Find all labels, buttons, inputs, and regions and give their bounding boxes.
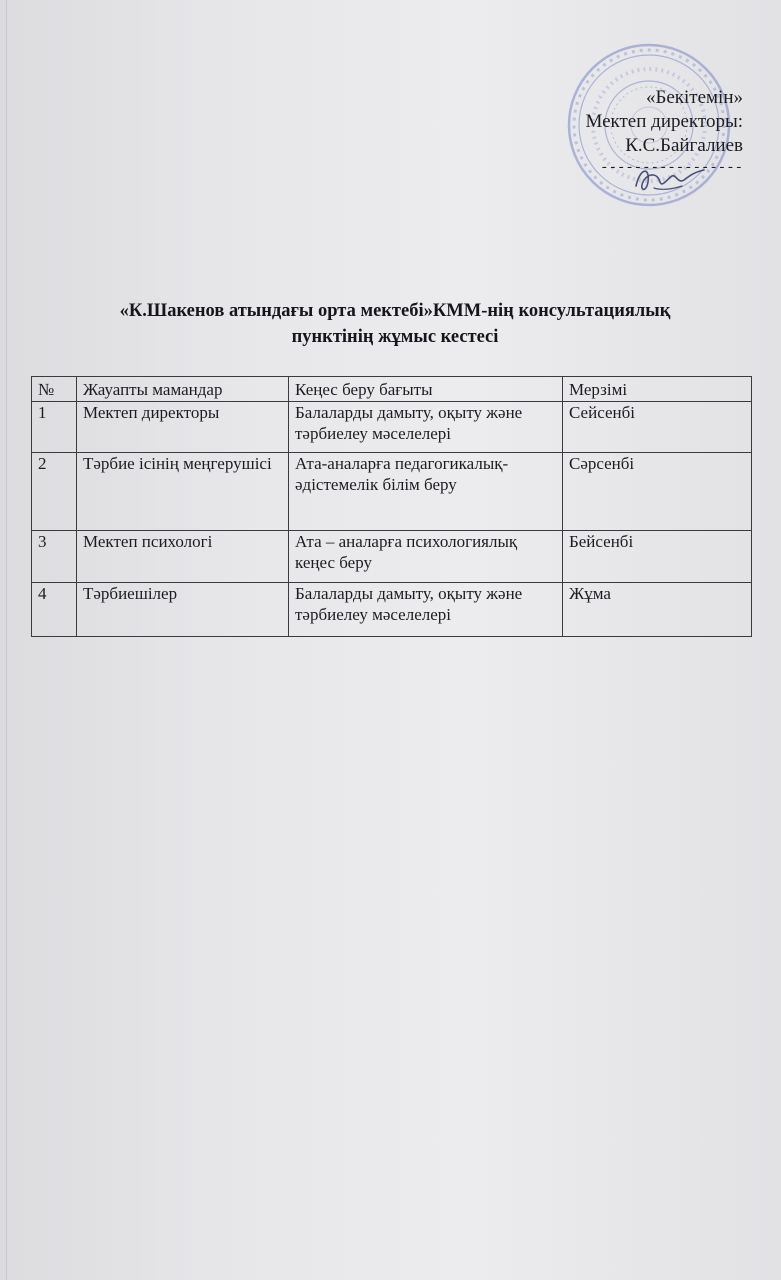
row-specialist: Тәрбие ісінің меңгерушісі bbox=[77, 453, 289, 531]
row-number: 3 bbox=[32, 531, 77, 583]
header-direction: Кеңес беру бағыты bbox=[289, 377, 563, 402]
row-direction: Ата – аналарға психологиялық кеңес беру bbox=[289, 531, 563, 583]
title-line-2: пунктінің жұмыс кестесі bbox=[291, 327, 499, 347]
consultation-schedule-table bbox=[31, 376, 752, 637]
row-day: Жұма bbox=[563, 583, 752, 637]
signature-line: ----------------- bbox=[600, 160, 743, 176]
row-specialist: Тәрбиешілер bbox=[77, 583, 289, 637]
row-direction: Балаларды дамыту, оқыту және тәрбиелеу мәселелері bbox=[289, 583, 563, 637]
table-header-row bbox=[32, 377, 752, 402]
table-row bbox=[32, 531, 752, 583]
approval-director-name: К.С.Байгалиев bbox=[625, 135, 743, 156]
row-specialist: Мектеп психологі bbox=[77, 531, 289, 583]
approval-heading: «Бекітемін» bbox=[645, 87, 743, 108]
row-specialist: Мектеп директоры bbox=[77, 402, 289, 453]
row-day: Бейсенбі bbox=[563, 531, 752, 583]
approval-block bbox=[523, 86, 743, 176]
table-row bbox=[32, 583, 752, 637]
row-day: Сейсенбі bbox=[563, 402, 752, 453]
table-row bbox=[32, 402, 752, 453]
row-day: Сәрсенбі bbox=[563, 453, 752, 531]
title-line-1: «К.Шакенов атындағы орта мектебі»КММ-нің консультациялық bbox=[119, 301, 671, 321]
row-direction: Ата-аналарға педагогикалық-әдістемелік білім беру bbox=[289, 453, 563, 531]
row-number: 4 bbox=[32, 583, 77, 637]
header-specialist: Жауапты мамандар bbox=[77, 377, 289, 402]
row-number: 2 bbox=[32, 453, 77, 531]
approval-position: Мектеп директоры: bbox=[585, 111, 743, 132]
page-edge bbox=[6, 0, 7, 1280]
document-title bbox=[40, 298, 750, 350]
table-row bbox=[32, 453, 752, 531]
row-number: 1 bbox=[32, 402, 77, 453]
row-direction: Балаларды дамыту, оқыту және тәрбиелеу мәселелері bbox=[289, 402, 563, 453]
header-day: Мерзімі bbox=[563, 377, 752, 402]
header-number: № bbox=[32, 377, 77, 402]
